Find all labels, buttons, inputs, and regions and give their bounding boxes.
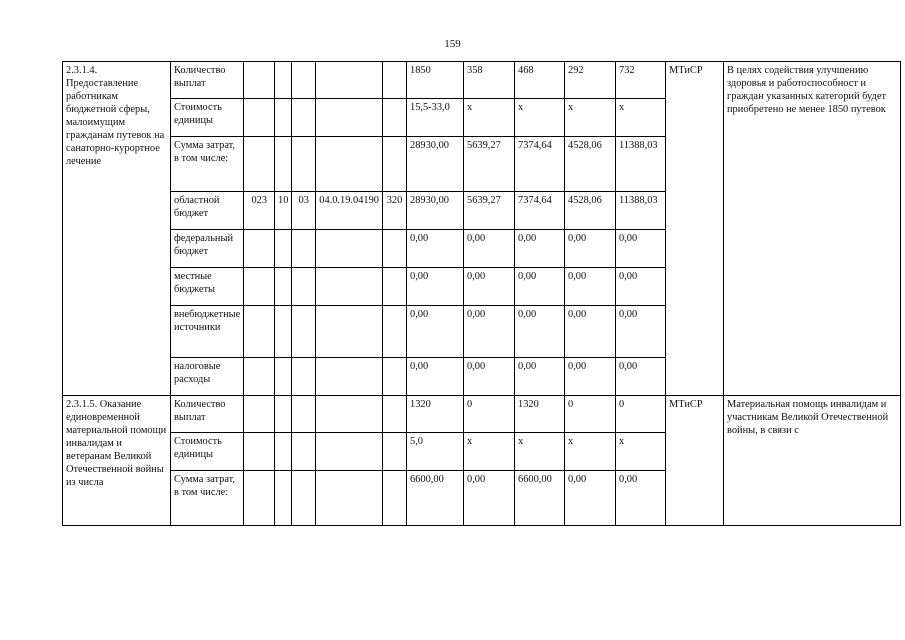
grbs-cell <box>244 230 275 268</box>
year1-cell: 0,00 <box>464 358 515 396</box>
executor-cell: МТиСР <box>666 396 724 526</box>
csr-cell: 04.0.19.04190 <box>316 192 383 230</box>
total-cell: 28930,00 <box>407 192 464 230</box>
indicator-cell: местные бюджеты <box>171 268 244 306</box>
csr-cell <box>316 433 383 471</box>
result-cell: В целях содействия улучшению здоровья и работоспособност и граждан указанных категорий будет приобретено не менее 1850 путевок <box>724 62 901 396</box>
indicator-cell: Стоимость единицы <box>171 433 244 471</box>
csr-cell <box>316 62 383 99</box>
year2-cell: 1320 <box>515 396 565 433</box>
total-cell: 28930,00 <box>407 137 464 192</box>
year4-cell: х <box>616 433 666 471</box>
total-cell: 5,0 <box>407 433 464 471</box>
csr-cell <box>316 396 383 433</box>
indicator-cell: Стоимость единицы <box>171 99 244 137</box>
year2-cell: 0,00 <box>515 268 565 306</box>
vr-cell <box>383 62 407 99</box>
indicator-cell: областной бюджет <box>171 192 244 230</box>
year4-cell: 0,00 <box>616 230 666 268</box>
rz-cell <box>275 306 292 358</box>
indicator-cell: федеральный бюджет <box>171 230 244 268</box>
csr-cell <box>316 471 383 526</box>
year1-cell: 5639,27 <box>464 137 515 192</box>
total-cell: 1850 <box>407 62 464 99</box>
vr-cell <box>383 396 407 433</box>
year1-cell: 0,00 <box>464 268 515 306</box>
pr-cell <box>292 471 316 526</box>
year2-cell: х <box>515 433 565 471</box>
rz-cell <box>275 62 292 99</box>
rz-cell <box>275 396 292 433</box>
year1-cell: 0 <box>464 396 515 433</box>
grbs-cell <box>244 306 275 358</box>
pr-cell <box>292 358 316 396</box>
grbs-cell <box>244 433 275 471</box>
year1-cell: 0,00 <box>464 306 515 358</box>
result-cell: Материальная помощь инвалидам и участникам Великой Отечественной войны, в связи с <box>724 396 901 526</box>
year4-cell: 0,00 <box>616 471 666 526</box>
year2-cell: х <box>515 99 565 137</box>
grbs-cell <box>244 358 275 396</box>
year2-cell: 7374,64 <box>515 192 565 230</box>
year3-cell: 0,00 <box>565 358 616 396</box>
year4-cell: 0 <box>616 396 666 433</box>
indicator-cell: Количество выплат <box>171 62 244 99</box>
year1-cell: х <box>464 99 515 137</box>
rz-cell <box>275 471 292 526</box>
year2-cell: 0,00 <box>515 230 565 268</box>
csr-cell <box>316 358 383 396</box>
total-cell: 15,5-33,0 <box>407 99 464 137</box>
pr-cell <box>292 137 316 192</box>
year1-cell: 0,00 <box>464 230 515 268</box>
rz-cell <box>275 358 292 396</box>
executor-cell: МТиСР <box>666 62 724 396</box>
year4-cell: 0,00 <box>616 268 666 306</box>
pr-cell <box>292 230 316 268</box>
year2-cell: 6600,00 <box>515 471 565 526</box>
pr-cell <box>292 62 316 99</box>
vr-cell <box>383 99 407 137</box>
vr-cell <box>383 358 407 396</box>
pr-cell <box>292 396 316 433</box>
grbs-cell <box>244 396 275 433</box>
pr-cell <box>292 306 316 358</box>
indicator-cell: Сумма затрат, в том числе: <box>171 137 244 192</box>
year1-cell: 0,00 <box>464 471 515 526</box>
grbs-cell <box>244 62 275 99</box>
csr-cell <box>316 99 383 137</box>
csr-cell <box>316 306 383 358</box>
vr-cell <box>383 471 407 526</box>
year1-cell: 5639,27 <box>464 192 515 230</box>
indicator-cell: Количество выплат <box>171 396 244 433</box>
indicator-cell: Сумма затрат, в том числе: <box>171 471 244 526</box>
year3-cell: 0,00 <box>565 268 616 306</box>
program-table <box>62 61 901 526</box>
rz-cell <box>275 137 292 192</box>
grbs-cell <box>244 99 275 137</box>
page-number: 159 <box>444 38 461 50</box>
rz-cell <box>275 268 292 306</box>
grbs-cell: 023 <box>244 192 275 230</box>
year2-cell: 0,00 <box>515 358 565 396</box>
rz-cell <box>275 230 292 268</box>
rz-cell <box>275 99 292 137</box>
pr-cell: 03 <box>292 192 316 230</box>
year2-cell: 0,00 <box>515 306 565 358</box>
vr-cell <box>383 230 407 268</box>
year3-cell: 4528,06 <box>565 192 616 230</box>
vr-cell <box>383 433 407 471</box>
grbs-cell <box>244 268 275 306</box>
year4-cell: 732 <box>616 62 666 99</box>
total-cell: 0,00 <box>407 358 464 396</box>
year2-cell: 7374,64 <box>515 137 565 192</box>
year4-cell: 11388,03 <box>616 137 666 192</box>
total-cell: 0,00 <box>407 230 464 268</box>
measure-name: 2.3.1.5. Оказание единовременной материальной помощи инвалидам и ветеранам Великой Отечественной войны из числа <box>63 396 171 526</box>
year4-cell: 0,00 <box>616 358 666 396</box>
vr-cell <box>383 137 407 192</box>
year2-cell: 468 <box>515 62 565 99</box>
total-cell: 0,00 <box>407 306 464 358</box>
year3-cell: х <box>565 99 616 137</box>
vr-cell <box>383 268 407 306</box>
year4-cell: 0,00 <box>616 306 666 358</box>
year3-cell: 0,00 <box>565 230 616 268</box>
csr-cell <box>316 137 383 192</box>
grbs-cell <box>244 471 275 526</box>
year3-cell: 4528,06 <box>565 137 616 192</box>
measure-name: 2.3.1.4. Предоставление работникам бюджетной сферы, малоимущим гражданам путевок на санаторно-курортное лечение <box>63 62 171 396</box>
grbs-cell <box>244 137 275 192</box>
table-row <box>63 62 901 99</box>
vr-cell: 320 <box>383 192 407 230</box>
year1-cell: 358 <box>464 62 515 99</box>
pr-cell <box>292 268 316 306</box>
total-cell: 1320 <box>407 396 464 433</box>
indicator-cell: налоговые расходы <box>171 358 244 396</box>
rz-cell <box>275 433 292 471</box>
rz-cell: 10 <box>275 192 292 230</box>
year3-cell: 292 <box>565 62 616 99</box>
year3-cell: 0,00 <box>565 471 616 526</box>
total-cell: 0,00 <box>407 268 464 306</box>
indicator-cell: внебюджетные источники <box>171 306 244 358</box>
table-row <box>63 396 901 433</box>
csr-cell <box>316 268 383 306</box>
csr-cell <box>316 230 383 268</box>
pr-cell <box>292 433 316 471</box>
year3-cell: х <box>565 433 616 471</box>
year4-cell: х <box>616 99 666 137</box>
year3-cell: 0 <box>565 396 616 433</box>
year1-cell: х <box>464 433 515 471</box>
total-cell: 6600,00 <box>407 471 464 526</box>
pr-cell <box>292 99 316 137</box>
year3-cell: 0,00 <box>565 306 616 358</box>
year4-cell: 11388,03 <box>616 192 666 230</box>
vr-cell <box>383 306 407 358</box>
